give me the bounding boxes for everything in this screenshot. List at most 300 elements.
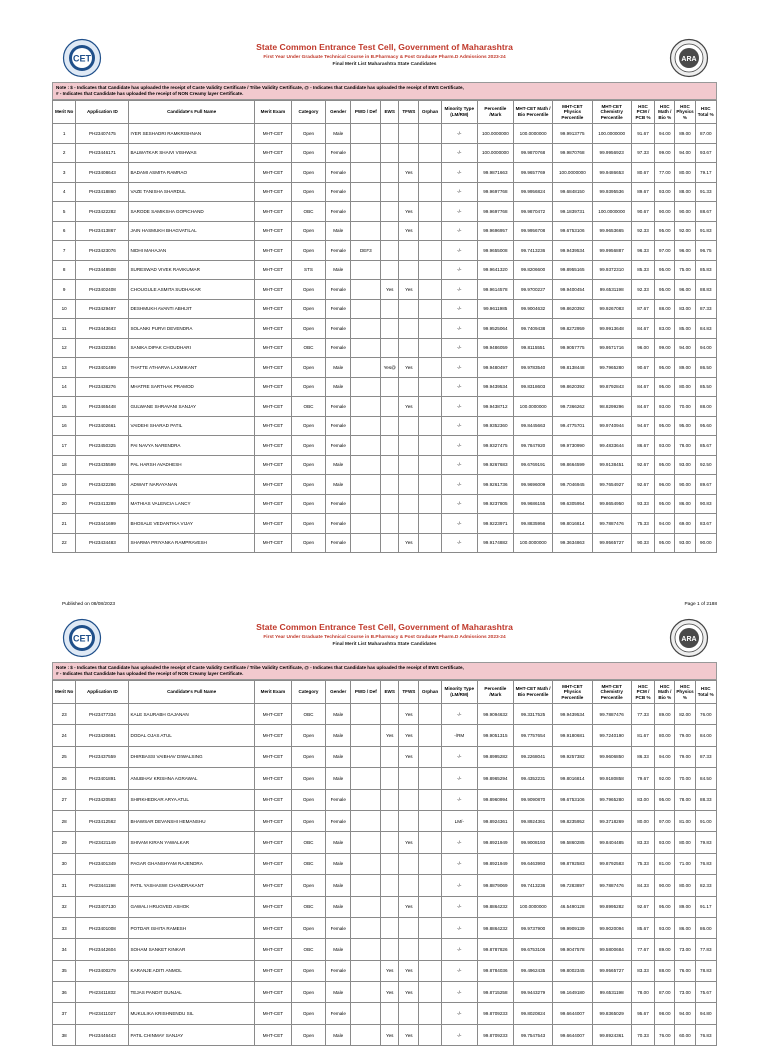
table-cell: -/- xyxy=(441,358,477,378)
table-cell xyxy=(351,810,381,831)
table-cell xyxy=(351,143,381,163)
table-cell xyxy=(351,704,381,725)
table-cell: -/- xyxy=(441,377,477,397)
table-cell: 99.8921949 xyxy=(477,832,513,853)
table-cell: PH23401891 xyxy=(76,768,129,789)
table-cell: 95.00 xyxy=(675,416,695,436)
table-cell: PH23429497 xyxy=(76,299,129,319)
table-cell: Open xyxy=(292,1003,326,1024)
table-cell: 88.00 xyxy=(655,960,675,981)
table-cell: Female xyxy=(325,960,350,981)
table-cell: 99.9697768 xyxy=(477,182,513,202)
page-header xyxy=(52,38,717,82)
table-cell: 99.9956708 xyxy=(513,221,552,241)
table-cell: 95.00 xyxy=(655,789,675,810)
table-row xyxy=(53,202,717,222)
table-cell: 99.8709233 xyxy=(477,1003,513,1024)
table-cell xyxy=(419,475,441,495)
table-cell: 99.9913648 xyxy=(592,319,631,339)
table-cell: Female xyxy=(325,143,350,163)
table-cell: 99.9138451 xyxy=(592,455,631,475)
table-cell: -/- xyxy=(441,182,477,202)
table-cell: Open xyxy=(292,810,326,831)
column-header: Application ID xyxy=(76,101,129,124)
table-cell: Male xyxy=(325,704,350,725)
table-row xyxy=(53,436,717,456)
table-cell: 99.9223971 xyxy=(477,514,513,534)
table-cell: 99.8995282 xyxy=(477,746,513,767)
table-cell: 77.83 xyxy=(695,939,716,960)
table-cell: 93.33 xyxy=(631,494,654,514)
table-row xyxy=(53,299,717,319)
table-cell: 99.6753106 xyxy=(513,939,552,960)
table-cell: 96.33 xyxy=(631,241,654,261)
table-cell xyxy=(381,124,399,144)
table-cell: 100.0000000 xyxy=(592,124,631,144)
table-row xyxy=(53,810,717,831)
table-cell: 99.9400454 xyxy=(553,280,592,300)
table-cell xyxy=(419,124,441,144)
table-cell xyxy=(419,768,441,789)
table-cell: 97.00 xyxy=(655,241,675,261)
table-cell: 95.00 xyxy=(655,221,675,241)
table-cell: 99.7366262 xyxy=(553,397,592,417)
table-cell: Male xyxy=(325,221,350,241)
table-cell: 75.33 xyxy=(631,514,654,534)
table-cell xyxy=(419,319,441,339)
table-cell: Open xyxy=(292,1024,326,1045)
table-cell: Open xyxy=(292,746,326,767)
table-cell: MHT-CET xyxy=(254,533,291,553)
table-cell: 2 xyxy=(53,143,76,163)
table-cell: 93.00 xyxy=(675,455,695,475)
table-cell: Open xyxy=(292,494,326,514)
table-cell: 99.9696957 xyxy=(477,221,513,241)
table-cell xyxy=(351,202,381,222)
table-cell: MHT-CET xyxy=(254,338,291,358)
column-header: MHT-CET Math / Bio Percentile xyxy=(513,681,552,704)
column-header: HSC Physics % xyxy=(675,101,695,124)
table-cell xyxy=(351,319,381,339)
table-cell: Male xyxy=(325,939,350,960)
table-cell: 99.9261736 xyxy=(477,475,513,495)
table-cell xyxy=(419,338,441,358)
table-cell: PH23441198 xyxy=(76,875,129,896)
table-cell: 84.83 xyxy=(695,319,716,339)
column-header: Category xyxy=(292,101,326,124)
table-cell xyxy=(419,960,441,981)
table-cell: 89.00 xyxy=(655,704,675,725)
table-cell: Yes xyxy=(399,725,419,746)
table-cell xyxy=(399,124,419,144)
table-cell: 84.00 xyxy=(695,725,716,746)
table-row xyxy=(53,746,717,767)
table-cell: MHT-CET xyxy=(254,810,291,831)
table-row xyxy=(53,280,717,300)
table-row xyxy=(53,319,717,339)
column-header: HSC PCM / PCB % xyxy=(631,681,654,704)
table-cell: Yes xyxy=(381,982,399,1003)
table-cell: -/- xyxy=(441,939,477,960)
table-cell: 78.83 xyxy=(695,960,716,981)
table-cell: 99.9913775 xyxy=(553,124,592,144)
table-cell: Yes xyxy=(399,533,419,553)
column-header: Percentile /Mark xyxy=(477,681,513,704)
table-cell xyxy=(419,789,441,810)
table-cell xyxy=(419,416,441,436)
table-cell: 99.9565727 xyxy=(592,960,631,981)
table-cell: BHOSALE VEDANTIKA VIJAY xyxy=(129,514,254,534)
table-cell: 70.00 xyxy=(675,768,695,789)
table-cell: 25 xyxy=(53,746,76,767)
table-cell: -/- xyxy=(441,221,477,241)
table-cell: 82.00 xyxy=(675,704,695,725)
column-header: HSC Physics % xyxy=(675,681,695,704)
table-cell: 99.1649180 xyxy=(553,982,592,1003)
merit-list-page-1 xyxy=(52,38,717,607)
table-cell: 99.8792583 xyxy=(553,853,592,874)
table-cell: 79.00 xyxy=(675,746,695,767)
table-row xyxy=(53,1003,717,1024)
table-cell: MHATRE SARTHAK PRAMOD xyxy=(129,377,254,397)
table-cell: 83.00 xyxy=(631,789,654,810)
table-cell: 99.8235952 xyxy=(553,810,592,831)
table-cell: 76.00 xyxy=(695,704,716,725)
table-cell: 91.33 xyxy=(695,182,716,202)
table-cell xyxy=(381,704,399,725)
table-cell xyxy=(351,939,381,960)
table-cell xyxy=(381,143,399,163)
table-cell xyxy=(419,832,441,853)
table-cell: 22 xyxy=(53,533,76,553)
table-cell: 100.0000000 xyxy=(553,163,592,183)
table-cell xyxy=(381,416,399,436)
table-cell: PH23422286 xyxy=(76,475,129,495)
table-cell: -/- xyxy=(441,455,477,475)
table-cell xyxy=(351,725,381,746)
table-cell: 90.67 xyxy=(631,202,654,222)
table-cell: Yes@ xyxy=(381,358,399,378)
table-cell: 80.00 xyxy=(675,163,695,183)
table-cell: 95.00 xyxy=(655,377,675,397)
table-cell xyxy=(419,875,441,896)
table-cell: 80.00 xyxy=(675,832,695,853)
ara-logo-icon xyxy=(669,38,709,78)
table-cell: OBC xyxy=(292,832,326,853)
table-cell xyxy=(399,455,419,475)
table-cell: Female xyxy=(325,416,350,436)
table-cell: Male xyxy=(325,875,350,896)
table-cell xyxy=(381,163,399,183)
table-cell: 79.00 xyxy=(675,725,695,746)
table-cell: 99.8995282 xyxy=(592,896,631,917)
table-cell: 71.00 xyxy=(675,853,695,874)
table-cell: SURESWAD VIVEK RAVIKUMAR xyxy=(129,260,254,280)
table-cell: 99.8715258 xyxy=(477,982,513,1003)
column-header: HSC Math / Bio % xyxy=(655,101,675,124)
table-cell: 99.5860285 xyxy=(553,832,592,853)
column-header: HSC PCM / PCB % xyxy=(631,101,654,124)
table-cell: ANUBHAV KRISHNA AGRAWAL xyxy=(129,768,254,789)
table-cell xyxy=(351,768,381,789)
table-cell: 13 xyxy=(53,358,76,378)
table-cell: Male xyxy=(325,832,350,853)
table-cell: Male xyxy=(325,358,350,378)
table-row xyxy=(53,875,717,896)
table-cell: 99.9090870 xyxy=(513,789,552,810)
table-cell xyxy=(399,875,419,896)
table-cell: Female xyxy=(325,1003,350,1024)
table-cell: 96.00 xyxy=(631,338,654,358)
legend-note: Note : $ - Indicates that Candidate has uploaded the receipt of Caste Validity Certificate / Tribe Validity Certificate, @ - Indicates that Candidate has uploaded the receipt of EWS Certificate, # - Indicates that Candidate has uploaded the receipt of NON Creamy layer Certificate. xyxy=(52,662,717,680)
table-cell: 99.6531198 xyxy=(592,982,631,1003)
table-cell: 99.9909139 xyxy=(553,917,592,938)
table-cell xyxy=(351,397,381,417)
table-cell: 99.8016814 xyxy=(553,768,592,789)
table-cell: Female xyxy=(325,397,350,417)
table-cell: 99.8664599 xyxy=(553,455,592,475)
table-cell: MHT-CET xyxy=(254,494,291,514)
table-row xyxy=(53,789,717,810)
table-cell: 99.9956923 xyxy=(592,143,631,163)
table-cell: MHT-CET xyxy=(254,241,291,261)
table-cell: 97.00 xyxy=(655,810,675,831)
table-cell: 99.9020094 xyxy=(592,917,631,938)
table-cell: -/- xyxy=(441,768,477,789)
table-cell: 34 xyxy=(53,939,76,960)
table-cell: 99.6848150 xyxy=(553,182,592,202)
table-row xyxy=(53,939,717,960)
table-cell xyxy=(419,436,441,456)
table-cell: 95.00 xyxy=(655,494,675,514)
table-cell: MHT-CET xyxy=(254,397,291,417)
table-cell: 99.8965294 xyxy=(477,768,513,789)
table-cell: THATTE ATHARVA LAXMIKANT xyxy=(129,358,254,378)
table-cell: Male xyxy=(325,982,350,1003)
table-cell: 91.83 xyxy=(695,221,716,241)
table-cell: 100.0000000 xyxy=(513,397,552,417)
table-cell: 60.00 xyxy=(675,1024,695,1045)
table-cell: 93.00 xyxy=(675,533,695,553)
table-cell: 79.83 xyxy=(695,832,716,853)
table-cell: 95.00 xyxy=(655,896,675,917)
table-cell: 99.5800684 xyxy=(592,939,631,960)
table-cell: 81.00 xyxy=(655,853,675,874)
column-header: EWS xyxy=(381,101,399,124)
table-cell: PH23477334 xyxy=(76,704,129,725)
table-cell: PATIL CHINMAY SANJAY xyxy=(129,1024,254,1045)
table-cell: Male xyxy=(325,896,350,917)
table-cell: 99.9004632 xyxy=(513,299,552,319)
column-header: HSC Math / Bio % xyxy=(655,681,675,704)
column-header: HSC Total % xyxy=(695,681,716,704)
table-cell: 99.7409438 xyxy=(513,319,552,339)
table-cell: 96.00 xyxy=(655,475,675,495)
table-row xyxy=(53,241,717,261)
table-cell: -/- xyxy=(441,960,477,981)
column-header: Orphan xyxy=(419,681,441,704)
table-cell: 69.00 xyxy=(675,514,695,534)
table-cell: Yes xyxy=(381,725,399,746)
table-cell: -/- xyxy=(441,338,477,358)
table-cell: 99.9439534 xyxy=(553,241,592,261)
table-cell: Open xyxy=(292,377,326,397)
column-header: HSC Total % xyxy=(695,101,716,124)
table-cell: 1 xyxy=(53,124,76,144)
table-cell: 91.67 xyxy=(631,124,654,144)
column-header: Merit No xyxy=(53,101,76,124)
table-cell xyxy=(381,514,399,534)
table-cell: 93.00 xyxy=(655,917,675,938)
table-cell: PH23446443 xyxy=(76,1024,129,1045)
table-cell: 99.7240190 xyxy=(592,725,631,746)
table-cell xyxy=(381,494,399,514)
table-header-row xyxy=(53,681,717,704)
table-cell: DODAL OJAS ATUL xyxy=(129,725,254,746)
table-cell: 87.67 xyxy=(631,299,654,319)
table-cell: 100.0000000 xyxy=(592,202,631,222)
table-cell: 89.00 xyxy=(675,124,695,144)
table-cell: -/- xyxy=(441,260,477,280)
table-cell: Open xyxy=(292,221,326,241)
table-cell xyxy=(419,358,441,378)
table-cell xyxy=(399,494,419,514)
table-cell xyxy=(419,853,441,874)
table-cell xyxy=(419,455,441,475)
table-cell: -/- xyxy=(441,280,477,300)
table-cell: 99.9657769 xyxy=(513,163,552,183)
table-cell xyxy=(399,917,419,938)
table-cell xyxy=(381,377,399,397)
table-cell: 99.9641320 xyxy=(477,260,513,280)
table-cell: BALWATKAR SHAIVI VISHWAS xyxy=(129,143,254,163)
table-cell: DESHMUKH AVANTI ABHIJIT xyxy=(129,299,254,319)
table-cell xyxy=(419,299,441,319)
table-cell: Yes xyxy=(399,358,419,378)
table-cell: 99.9606850 xyxy=(592,746,631,767)
table-cell: 99.7413236 xyxy=(513,241,552,261)
table-cell: -/- xyxy=(441,319,477,339)
merit-list-page-2 xyxy=(52,618,717,1046)
table-cell: 85.00 xyxy=(675,319,695,339)
table-cell: 94.80 xyxy=(695,1003,716,1024)
column-header: MHT-CET Physics Percentile xyxy=(553,101,592,124)
table-cell: -/- xyxy=(441,202,477,222)
table-cell: 99.4833644 xyxy=(592,436,631,456)
table-cell xyxy=(381,221,399,241)
table-cell: OBC xyxy=(292,853,326,874)
table-cell: 76.83 xyxy=(695,853,716,874)
page-number: Page 1 of 2188 xyxy=(684,602,717,607)
table-cell xyxy=(381,917,399,938)
table-cell: 99.9956824 xyxy=(513,182,552,202)
table-cell: 99.9480497 xyxy=(477,358,513,378)
table-cell: Female xyxy=(325,280,350,300)
table-cell: 94.00 xyxy=(655,124,675,144)
table-cell: -/- xyxy=(441,853,477,874)
table-cell: Open xyxy=(292,124,326,144)
table-cell: 95.00 xyxy=(655,455,675,475)
table-cell: -/- xyxy=(441,514,477,534)
table-cell: 99.7887476 xyxy=(592,875,631,896)
table-cell: 99.4962435 xyxy=(513,960,552,981)
table-cell: 88.00 xyxy=(695,397,716,417)
table-cell: 99.9870472 xyxy=(513,202,552,222)
table-row xyxy=(53,455,717,475)
table-cell: 11 xyxy=(53,319,76,339)
table-cell: SOLANKI PURVI DEVENDRA xyxy=(129,319,254,339)
table-cell: Yes xyxy=(399,746,419,767)
table-cell xyxy=(419,1003,441,1024)
table-cell: 7 xyxy=(53,241,76,261)
table-cell: 93.00 xyxy=(655,436,675,456)
table-cell xyxy=(351,475,381,495)
table-cell: SHIRKHEDKAR ARYA ATUL xyxy=(129,789,254,810)
table-cell xyxy=(351,377,381,397)
table-cell: Yes xyxy=(399,1024,419,1045)
table-cell: 90.00 xyxy=(675,475,695,495)
table-cell: Female xyxy=(325,789,350,810)
table-cell: 80.00 xyxy=(655,725,675,746)
table-cell: 88.00 xyxy=(655,299,675,319)
table-cell: 83.33 xyxy=(631,960,654,981)
table-cell: Open xyxy=(292,299,326,319)
table-cell: 99.8924361 xyxy=(592,1024,631,1045)
table-cell: 81.00 xyxy=(675,810,695,831)
table-cell: 87.00 xyxy=(655,982,675,1003)
table-cell: Yes xyxy=(399,704,419,725)
table-cell: Female xyxy=(325,299,350,319)
table-cell: Female xyxy=(325,917,350,938)
table-cell xyxy=(351,896,381,917)
table-cell: -/- xyxy=(441,982,477,1003)
table-cell: PAGAR GHANSHYAM RAJENDRA xyxy=(129,853,254,874)
table-cell: 95.00 xyxy=(655,280,675,300)
table-cell: 95.00 xyxy=(655,416,675,436)
table-cell: 90.33 xyxy=(631,533,654,553)
table-cell: Yes xyxy=(399,280,419,300)
table-row xyxy=(53,124,717,144)
table-cell: 73.00 xyxy=(675,939,695,960)
table-cell: 96.00 xyxy=(675,241,695,261)
published-date: Published on 08/08/2023 xyxy=(62,602,116,607)
table-cell: MHT-CET xyxy=(254,416,291,436)
table-cell: 91.17 xyxy=(695,896,716,917)
table-row xyxy=(53,182,717,202)
table-cell: 87.33 xyxy=(695,746,716,767)
table-cell: 94.00 xyxy=(695,338,716,358)
table-cell: Male xyxy=(325,260,350,280)
table-cell: 99.00 xyxy=(655,338,675,358)
table-row xyxy=(53,397,717,417)
table-cell: 95.00 xyxy=(655,358,675,378)
table-cell: 89.00 xyxy=(655,939,675,960)
table-cell: PH23421149 xyxy=(76,832,129,853)
table-cell: 99.3718269 xyxy=(592,810,631,831)
table-cell xyxy=(399,299,419,319)
table-cell: VAZE TANISHA SHARDUL xyxy=(129,182,254,202)
table-cell: 96.00 xyxy=(675,280,695,300)
table-cell: 99.3317525 xyxy=(513,704,552,725)
table-cell: Open xyxy=(292,182,326,202)
table-cell: POTDAR ISHITA RAMESH xyxy=(129,917,254,938)
table-row xyxy=(53,917,717,938)
table-cell: 84.67 xyxy=(631,377,654,397)
table-cell: MHT-CET xyxy=(254,939,291,960)
table-cell: -/- xyxy=(441,1003,477,1024)
table-cell: MHT-CET xyxy=(254,896,291,917)
column-header: Candidate's Full Name xyxy=(129,681,254,704)
